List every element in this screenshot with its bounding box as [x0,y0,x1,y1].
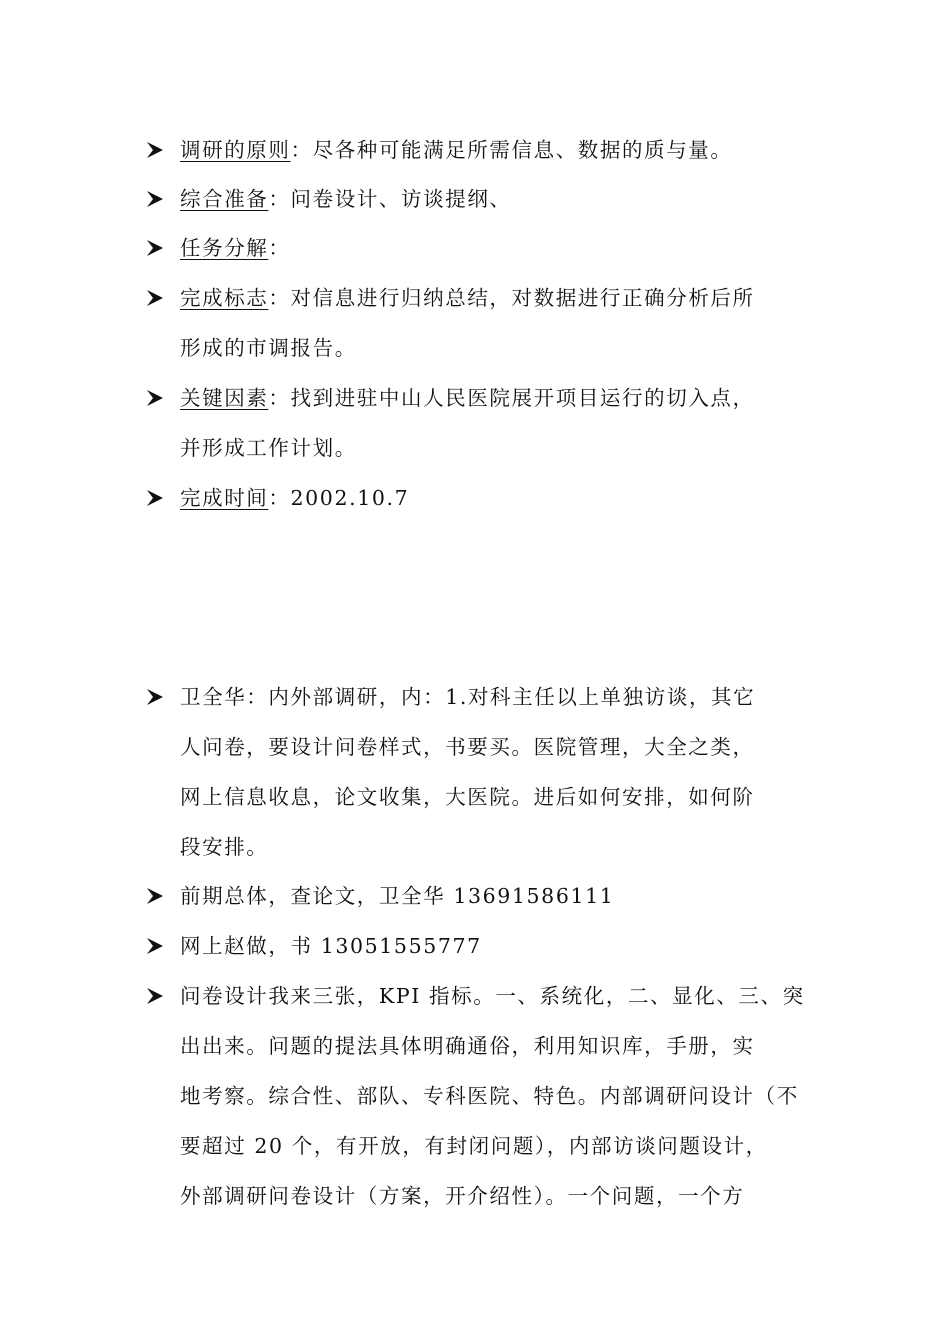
arrow-bullet-icon [146,921,166,971]
item-text: 找到进驻中山人民医院展开项目运行的切入点， [290,386,755,410]
arrow-bullet-icon [146,473,166,523]
item-separator: ： [268,236,291,260]
item-separator: ： [268,187,291,211]
arrow-bullet-icon [146,971,166,1021]
item-text: 2002.10.7 [290,486,410,510]
item-line: 前期总体，查论文，卫全华 13691586111 [180,884,615,908]
item-line-continued: 出出来。问题的提法具体明确通俗，利用知识库，手册，实 [180,1034,755,1058]
item-term: 综合准备 [180,187,269,211]
arrow-bullet-icon [146,223,166,273]
item-text: 问卷设计、访谈提纲、 [290,187,512,211]
item-line: 卫全华：内外部调研，内：1.对科主任以上单独访谈，其它 [180,685,756,709]
item-line [180,223,291,273]
item-line-continued: 地考察。综合性、部队、专科医院、特色。内部调研问设计（不 [180,1084,799,1108]
arrow-bullet-icon [146,273,166,323]
item-separator: ： [268,386,291,410]
item-line [180,273,755,323]
item-line-continued: 形成的市调报告。 [180,336,357,360]
item-line [180,125,733,175]
arrow-bullet-icon [146,125,166,175]
arrow-bullet-icon [146,871,166,921]
item-line: 网上赵做，书 13051555777 [180,934,482,958]
item-term: 完成时间 [180,486,269,510]
item-line-continued: 网上信息收息，论文收集，大医院。进后如何安排，如何阶 [180,785,755,809]
item-line: 问卷设计我来三张，KPI 指标。一、系统化，二、显化、三、突 [180,984,805,1008]
item-term: 任务分解 [180,236,269,260]
item-line-continued: 要超过 20 个，有开放，有封闭问题），内部访谈问题设计， [180,1134,768,1158]
arrow-bullet-icon [146,672,166,722]
item-line-continued: 段安排。 [180,835,269,859]
item-separator: ： [290,138,313,162]
item-separator: ： [268,286,291,310]
item-term: 完成标志 [180,286,269,310]
item-line [180,473,409,523]
item-line [180,174,512,224]
item-line-continued: 外部调研问卷设计（方案，开介绍性）。一个问题，一个方 [180,1184,745,1208]
item-line [180,373,755,423]
item-line-continued: 并形成工作计划。 [180,436,357,460]
item-line-continued: 人问卷，要设计问卷样式，书要买。医院管理，大全之类， [180,735,755,759]
item-term: 关键因素 [180,386,269,410]
item-term: 调研的原则 [180,138,291,162]
item-text: 对信息进行归纳总结，对数据进行正确分析后所 [290,286,755,310]
item-separator: ： [268,486,291,510]
arrow-bullet-icon [146,373,166,423]
arrow-bullet-icon [146,174,166,224]
item-text: 尽各种可能满足所需信息、数据的质与量。 [312,138,733,162]
